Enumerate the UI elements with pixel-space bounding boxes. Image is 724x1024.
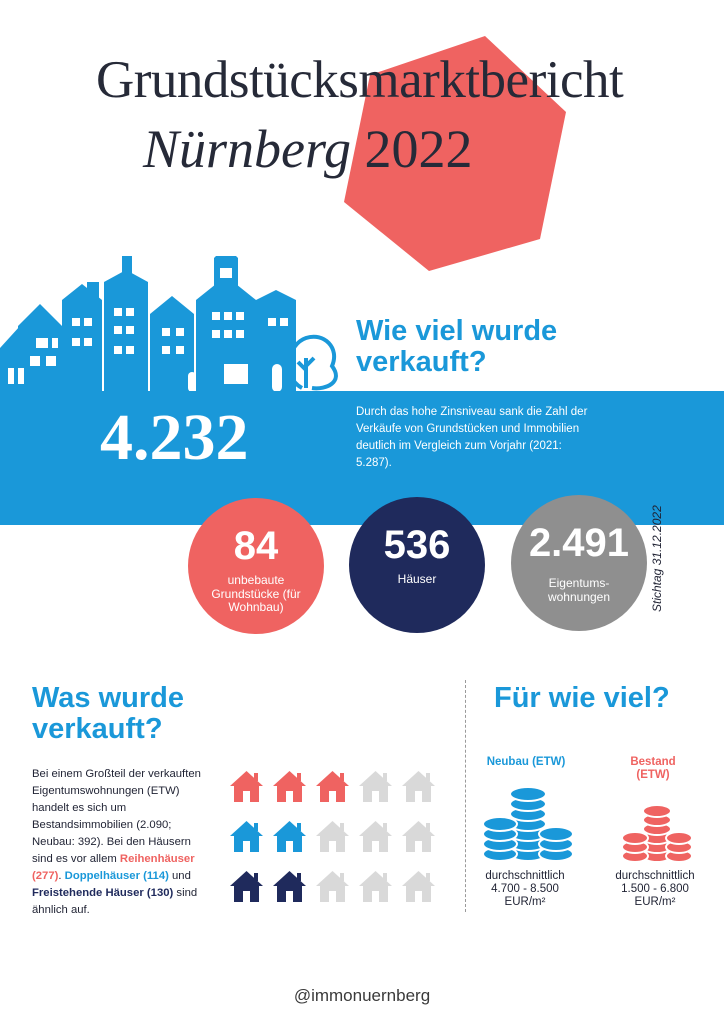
- neubau-label: Neubau (ETW): [486, 756, 566, 768]
- house-icon-filled: [314, 768, 351, 804]
- stat-label: Eigentums-wohnungen: [547, 576, 611, 604]
- house-row: [228, 818, 440, 854]
- section-divider: [465, 680, 466, 912]
- house-icon-empty: [400, 768, 437, 804]
- stat-value: 84: [233, 524, 279, 568]
- house-icon-filled: [271, 818, 308, 854]
- city-skyline-illustration: [0, 256, 350, 392]
- what-sold-paragraph: [32, 766, 214, 919]
- stat-circle-houses: [349, 497, 485, 633]
- title-year: 2022: [364, 119, 473, 179]
- price-heading: Für wie viel?: [494, 682, 670, 714]
- page-subtitle: [143, 118, 473, 180]
- stat-label: unbebaute Grundstücke (für Wohnbau): [211, 573, 301, 614]
- house-row: [228, 868, 440, 904]
- what-sold-heading: Was wurde verkauft?: [32, 682, 185, 745]
- bestand-price: durchschnittlich 1.500 - 6.800 EUR/m²: [615, 870, 695, 908]
- house-icon-empty: [314, 868, 351, 904]
- house-row: [228, 768, 440, 804]
- house-icon-filled: [271, 768, 308, 804]
- stat-circle-apartments: [511, 495, 647, 631]
- house-icon-filled: [228, 868, 265, 904]
- house-icon-empty: [400, 818, 437, 854]
- stat-value: 536: [383, 523, 451, 567]
- reference-date: Stichtag 31.12.2022: [650, 505, 664, 612]
- paragraph-end-text: sind ähnlich auf.: [32, 887, 198, 916]
- stat-label: Häuser: [397, 572, 437, 586]
- separator-text: und: [168, 870, 191, 882]
- freistehend-text: Freistehende Häuser (130): [32, 887, 174, 899]
- house-icon-filled: [271, 868, 308, 904]
- house-icon-filled: [228, 768, 265, 804]
- house-icon-empty: [357, 818, 394, 854]
- paragraph-text: Bei einem Großteil der verkauften Eigentumswohnungen (ETW) handelt es sich um Bestandsimmobilien (2.090; Neubau: 392). Bei den Häusern sind es vor allem: [32, 768, 201, 865]
- house-icon-empty: [400, 868, 437, 904]
- sold-description: Durch das hohe Zinsniveau sank die Zahl der Verkäufe von Grundstücken und Immobilien deutlich im Vergleich zum Vorjahr (2021: 5.287).: [356, 406, 588, 469]
- bestand-label: Bestand (ETW): [630, 756, 676, 781]
- city-name: Nürnberg: [143, 119, 352, 179]
- house-icon-empty: [314, 818, 351, 854]
- social-handle: @immonuernberg: [293, 986, 431, 1005]
- sold-heading: Wie viel wurde verkauft?: [356, 315, 558, 378]
- house-icon-empty: [357, 868, 394, 904]
- house-icon-grid: [228, 768, 440, 918]
- page-title: Grundstücksmarktbericht: [96, 51, 624, 109]
- stat-circle-land: [188, 498, 324, 634]
- separator-text: .: [58, 870, 65, 882]
- house-icon-empty: [357, 768, 394, 804]
- coin-stack-red-icon: [620, 800, 694, 864]
- house-icon-filled: [228, 818, 265, 854]
- total-sales-number: 4.232: [100, 401, 249, 474]
- neubau-price: durchschnittlich 4.700 - 8.500 EUR/m²: [485, 870, 565, 908]
- reihenhaeuser-text: Reihenhäuser (277): [32, 853, 195, 882]
- doppelhaeuser-text: Doppelhäuser (114): [64, 870, 169, 882]
- coin-stack-blue-icon: [480, 784, 576, 864]
- stat-value: 2.491: [528, 521, 630, 565]
